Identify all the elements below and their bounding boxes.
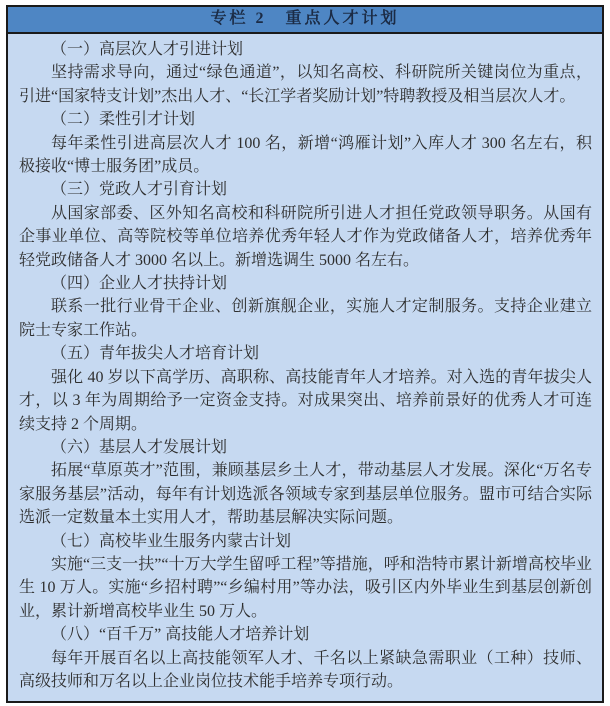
plan-section-2 <box>19 108 592 178</box>
section-heading: （六）基层人才发展计划 <box>51 438 228 456</box>
talent-plan-panel <box>6 5 604 703</box>
section-paragraph: 实施“三支一扶”“十万大学生留呼工程”等措施，呼和浩特市累计新增高校毕业生 10 万人。实施“乡招村聘”“乡编村用”等办法，吸引区内外毕业生到基层创新创业，累计新增高校毕业生 50 万人。 <box>19 555 592 620</box>
section-paragraph: 每年柔性引进高层次人才 100 名，新增“鸿雁计划”入库人才 300 名左右，积极接收“博士服务团”成员。 <box>19 134 592 176</box>
section-heading: （四）企业人才扶持计划 <box>51 275 228 293</box>
section-paragraph: 每年开展百名以上高技能领军人才、千名以上紧缺急需职业（工种）技师、高级技师和万名以上企业岗位技术能手培养专项行动。 <box>19 649 592 690</box>
plan-section-7 <box>19 530 592 624</box>
panel-body <box>8 34 602 701</box>
section-heading: （七）高校毕业生服务内蒙古计划 <box>51 532 292 550</box>
plan-section-6 <box>19 436 592 530</box>
section-heading: （五）青年拔尖人才培育计划 <box>51 345 260 363</box>
section-paragraph: 强化 40 岁以下高学历、高职称、高技能青年人才培养。对入选的青年拔尖人才，以 3 年为周期给予一定资金支持。对成果突出、培养前景好的优秀人才可连续支持 2 个周期。 <box>19 368 592 433</box>
section-paragraph: 坚持需求导向，通过“绿色通道”，以知名高校、科研院所关键岗位为重点，引进“国家特支计划”杰出人才、“长江学者奖励计划”特聘教授及相当层次人才。 <box>19 64 592 105</box>
section-paragraph: 联系一批行业骨干企业、创新旗舰企业，实施人才定制服务。支持企业建立院士专家工作站。 <box>19 298 592 339</box>
panel-title: 专栏 2 重点人才计划 <box>8 7 602 34</box>
plan-section-8 <box>19 623 592 693</box>
plan-section-1 <box>19 38 592 108</box>
plan-section-5 <box>19 342 592 436</box>
section-heading: （一）高层次人才引进计划 <box>51 41 244 58</box>
plan-section-3 <box>19 178 592 272</box>
section-heading: （八）“百千万” 高技能人才培养计划 <box>51 626 310 644</box>
section-heading: （三）党政人才引育计划 <box>51 181 228 199</box>
section-paragraph: 从国家部委、区外知名高校和科研院所引进人才担任党政领导职务。从国有企事业单位、高等院校等单位培养优秀年轻人才作为党政储备人才，培养优秀年轻党政储备人才 3000 名以上。新增选调生 5000 名左右。 <box>19 204 592 269</box>
plan-section-4 <box>19 272 592 342</box>
section-paragraph: 拓展“草原英才”范围，兼顾基层乡土人才，带动基层人才发展。深化“万名专家服务基层”活动，每年有计划选派各领域专家到基层单位服务。盟市可结合实际选派一定数量本土实用人才，帮助基层解决实际问题。 <box>19 462 592 527</box>
section-heading: （二）柔性引才计划 <box>51 111 196 129</box>
